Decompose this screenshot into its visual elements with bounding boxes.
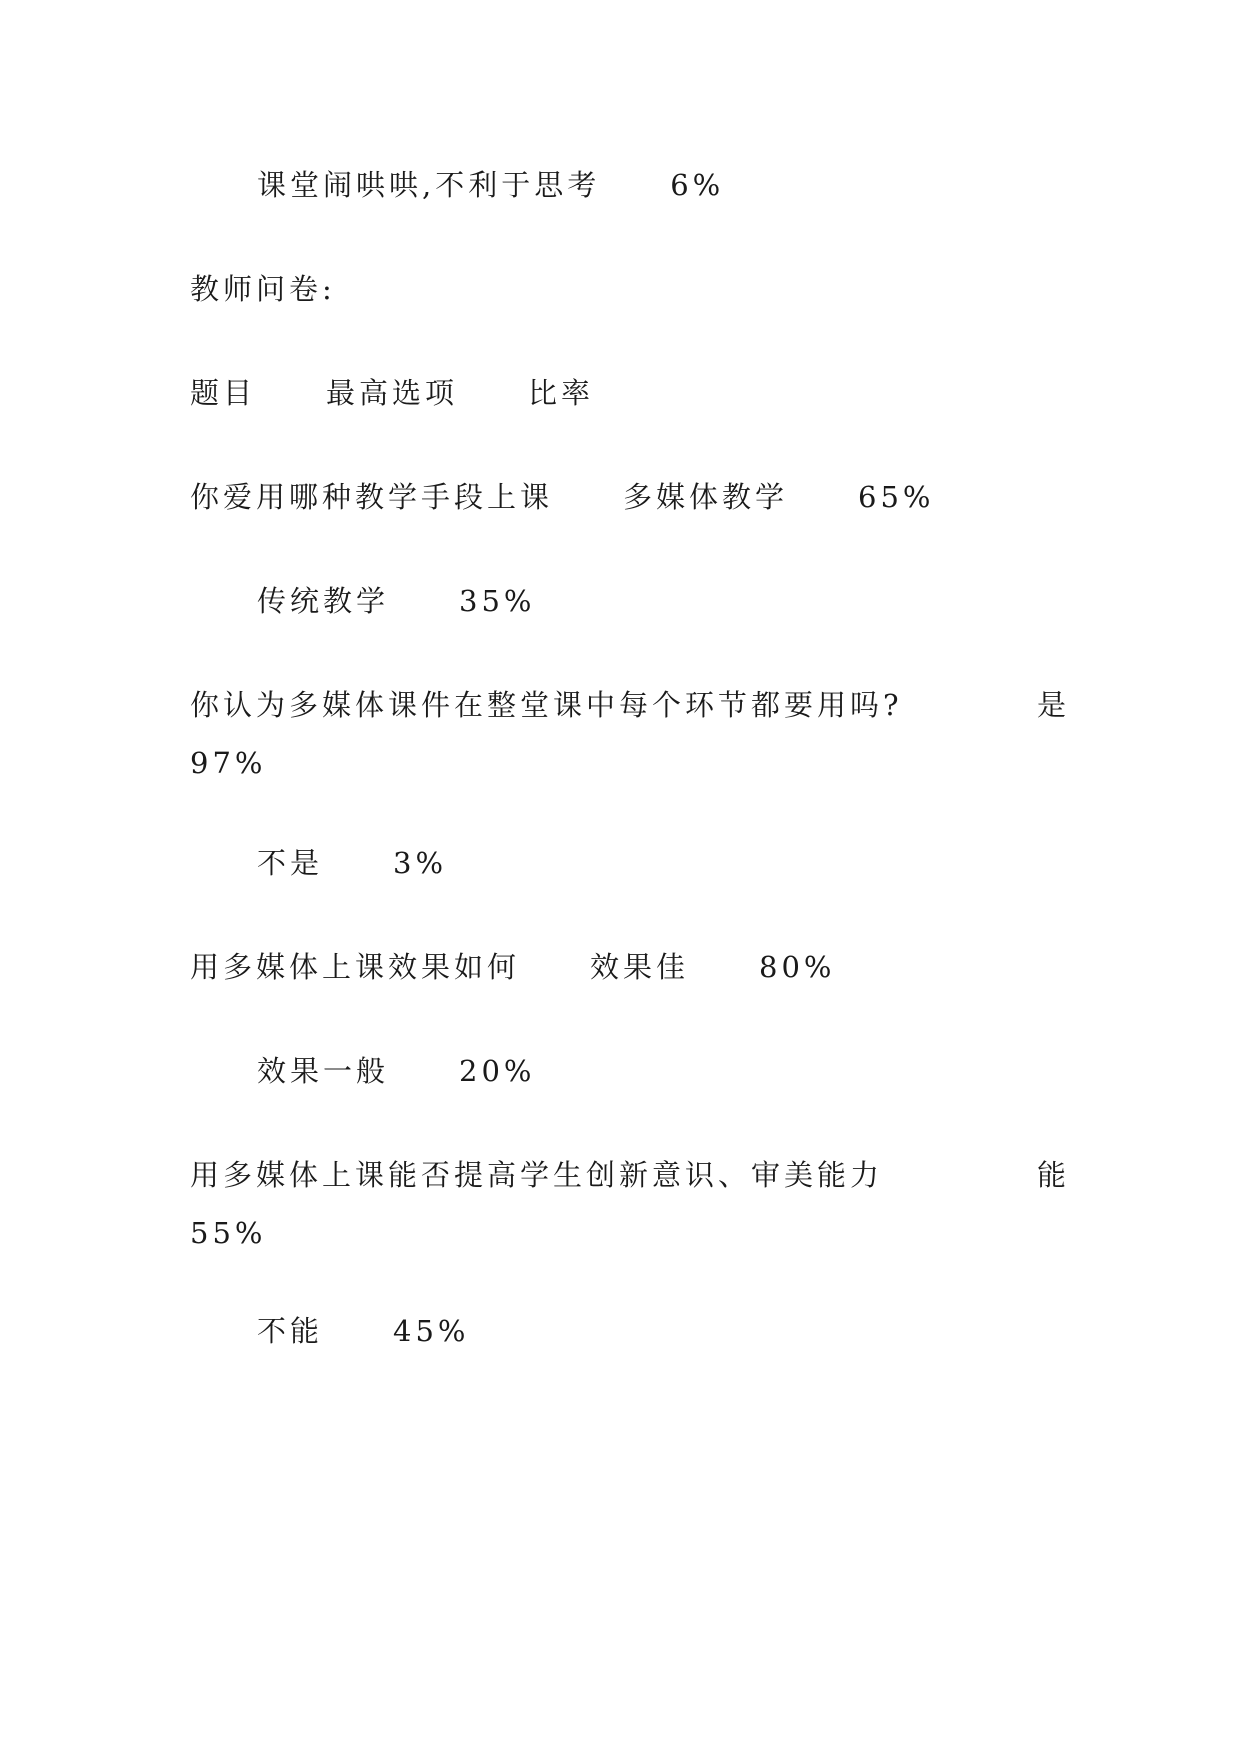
top-option: 是: [1036, 688, 1070, 722]
percentage: 65%: [858, 480, 935, 514]
percentage: 35%: [459, 584, 536, 618]
question-text: 用多媒体上课能否提高学生创新意识、审美能力: [190, 1158, 884, 1192]
alt-option: 效果一般: [257, 1054, 390, 1088]
alt-option: 不能: [257, 1314, 324, 1348]
question-row: [190, 938, 1070, 996]
percentage: 45%: [393, 1314, 470, 1348]
header-rate: 比率: [528, 376, 595, 410]
top-option: 能: [1036, 1158, 1070, 1192]
alt-option: 不是: [257, 846, 324, 880]
percentage: 6%: [670, 168, 725, 202]
alt-option-row: [257, 1042, 1137, 1100]
question-row: [190, 676, 1070, 792]
alt-option-row: [257, 572, 1137, 630]
alt-option: 传统教学: [257, 584, 390, 618]
percentage: 55%: [190, 1216, 267, 1250]
question-text: 用多媒体上课效果如何: [190, 950, 521, 984]
alt-option-row: [257, 834, 1137, 892]
top-option: 多媒体教学: [623, 480, 789, 514]
alt-option-row: [257, 1302, 1137, 1360]
question-text: 你爱用哪种教学手段上课: [190, 480, 554, 514]
option-text: 课堂闹哄哄,不利于思考: [257, 168, 601, 202]
top-option: 效果佳: [590, 950, 690, 984]
table-header: [190, 364, 1070, 422]
question-text: 你认为多媒体课件在整堂课中每个环节都要用吗?: [190, 688, 903, 722]
section-heading: 教师问卷:: [190, 272, 336, 306]
question-row: [190, 468, 1070, 526]
question-row: [190, 1146, 1070, 1262]
percentage: 20%: [459, 1054, 536, 1088]
header-question: 题目: [190, 376, 257, 410]
percentage: 80%: [759, 950, 836, 984]
header-option: 最高选项: [326, 376, 459, 410]
percentage: 97%: [190, 746, 267, 780]
percentage: 3%: [393, 846, 448, 880]
student-result-row: [257, 156, 1137, 214]
